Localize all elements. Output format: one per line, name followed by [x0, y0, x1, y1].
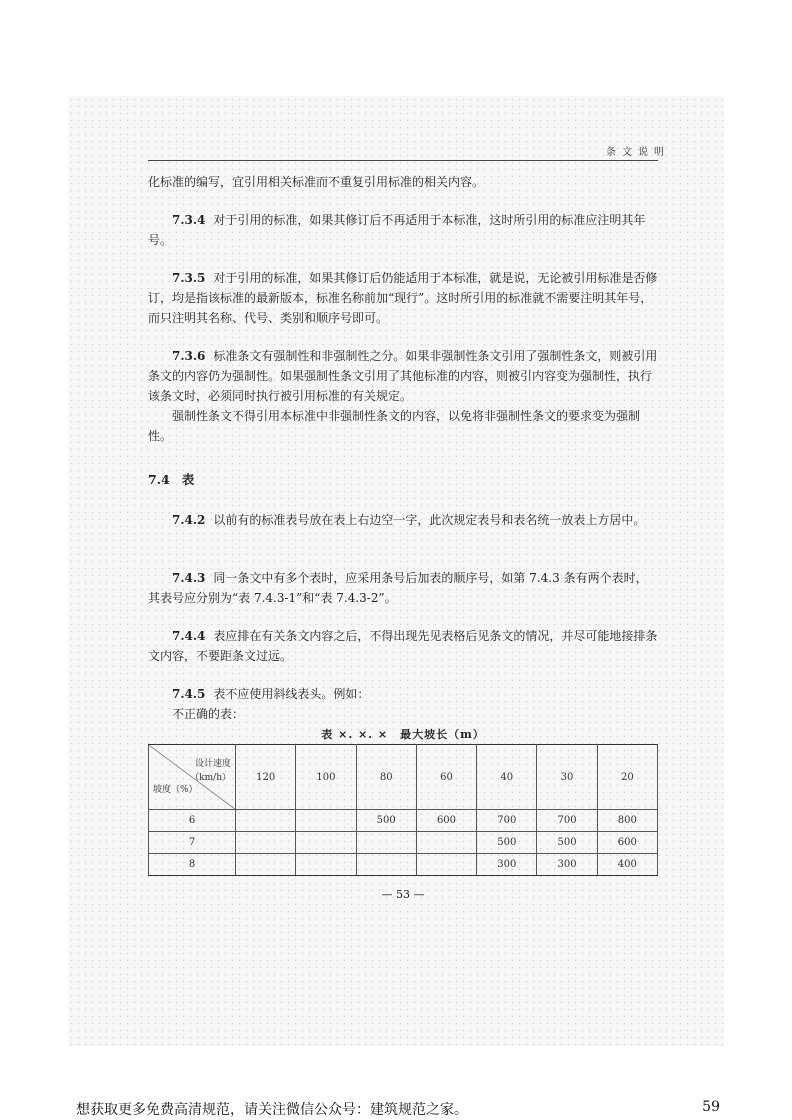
clause-number: 7.4.2 — [172, 513, 206, 527]
table-row — [149, 810, 658, 832]
table-cell — [296, 854, 356, 876]
speed-header-cell: 40 — [477, 745, 537, 810]
clause-7-4-4 — [148, 626, 658, 666]
table-cell: 300 — [477, 854, 537, 876]
clause-number: 7.3.6 — [172, 349, 206, 363]
speed-header-cell: 30 — [537, 745, 597, 810]
clause-text: 同一条文中有多个表时，应采用条号后加表的顺序号，如第 7.4.3 条有两个表时，其表号应分别为“表 7.4.3-1”和“表 7.4.3-2”。 — [148, 571, 648, 605]
table-cell: 700 — [477, 810, 537, 832]
clause-7-4-2 — [148, 510, 658, 530]
table-cell — [236, 854, 296, 876]
table-title: 表 ×. ×. × 最大坡长（m） — [321, 728, 485, 741]
grade-label: 坡度（%） — [153, 785, 198, 795]
grade-cell: 6 — [149, 810, 236, 832]
running-header: 条文说明 — [606, 147, 670, 158]
table-cell — [236, 810, 296, 832]
clause-7-4-3 — [148, 568, 658, 608]
section-heading — [148, 470, 194, 488]
speed-header-cell: 60 — [416, 745, 476, 810]
table-cell — [416, 832, 476, 854]
speed-label: 设计速度 — [194, 759, 231, 769]
max-grade-length-table — [148, 744, 658, 876]
table-cell — [236, 832, 296, 854]
speed-header-cell: 20 — [597, 745, 657, 810]
section-title: 表 — [181, 472, 195, 487]
clause-text: 以前有的标准表号放在表上右边空一字，此次规定表号和表名统一放表上方居中。 — [213, 513, 646, 527]
header-rule — [148, 160, 658, 161]
grade-cell: 8 — [149, 854, 236, 876]
clause-7-4-5 — [148, 684, 658, 704]
table-cell: 700 — [537, 810, 597, 832]
clause-text: 表不应使用斜线表头。例如： — [213, 687, 370, 701]
table-cell: 400 — [597, 854, 657, 876]
table-cell: 500 — [477, 832, 537, 854]
clause-number: 7.4.3 — [172, 571, 206, 585]
footer-page-number: 59 — [702, 1099, 720, 1115]
table-cell: 600 — [597, 832, 657, 854]
clause-number: 7.4.5 — [172, 687, 206, 701]
clause-text: 对于引用的标准，如果其修订后仍能适用于本标准，就是说，无论被引用标准是否修订，均是指该标准的最新版本，标准名称前加“现行”。这时所引用的标准就不需要注明其年号，而只注明其名称、代号、类别和顺序号即可。 — [148, 271, 658, 325]
table-cell: 300 — [537, 854, 597, 876]
table-cell: 500 — [537, 832, 597, 854]
speed-unit: （km/h） — [190, 773, 231, 783]
intro-paragraph: 化标准的编写，宜引用相关标准而不重复引用标准的相关内容。 — [148, 175, 485, 189]
table-cell: 800 — [597, 810, 657, 832]
table-cell — [296, 810, 356, 832]
table-row — [149, 854, 658, 876]
table-header-row — [149, 745, 658, 810]
wrong-table-label: 不正确的表： — [172, 707, 245, 721]
clause-number: 7.4.4 — [172, 629, 206, 643]
table-cell — [356, 854, 416, 876]
footer-note: 想获取更多免费高清规范，请关注微信公众号：建筑规范之家。 — [76, 1102, 468, 1118]
speed-header-cell: 80 — [356, 745, 416, 810]
clause-text: 表应排在有关条文内容之后，不得出现先见表格后见条文的情况，并尽可能地接排条文内容，不要距条文过远。 — [148, 629, 658, 663]
clause-7-3-6 — [148, 346, 658, 406]
table-cell: 600 — [416, 810, 476, 832]
table-row — [149, 832, 658, 854]
table-cell — [416, 854, 476, 876]
clause-7-3-4 — [148, 210, 658, 250]
speed-header-cell: 120 — [236, 745, 296, 810]
section-number: 7.4 — [148, 472, 170, 487]
clause-text: 标准条文有强制性和非强制性之分。如果非强制性条文引用了强制性条文，则被引用条文的内容仍为强制性。如果强制性条文引用了其他标准的内容，则被引内容变为强制性，执行该条文时，必须同时执行被引用标准的有关规定。 — [148, 349, 658, 403]
clause-text: 对于引用的标准，如果其修订后不再适用于本标准，这时所引用的标准应注明其年号。 — [148, 213, 646, 247]
clause-number: 7.3.4 — [172, 213, 206, 227]
table-cell — [356, 832, 416, 854]
clause-7-3-5 — [148, 268, 658, 328]
table-cell: 500 — [356, 810, 416, 832]
grade-cell: 7 — [149, 832, 236, 854]
clause-number: 7.3.5 — [172, 271, 206, 285]
page-number: — 53 — — [381, 888, 425, 901]
table-cell — [296, 832, 356, 854]
diagonal-header-cell — [149, 745, 236, 810]
clause-7-3-6-continued: 强制性条文不得引用本标准中非强制性条文的内容，以免将非强制性条文的要求变为强制性。 — [148, 409, 641, 443]
speed-header-cell: 100 — [296, 745, 356, 810]
